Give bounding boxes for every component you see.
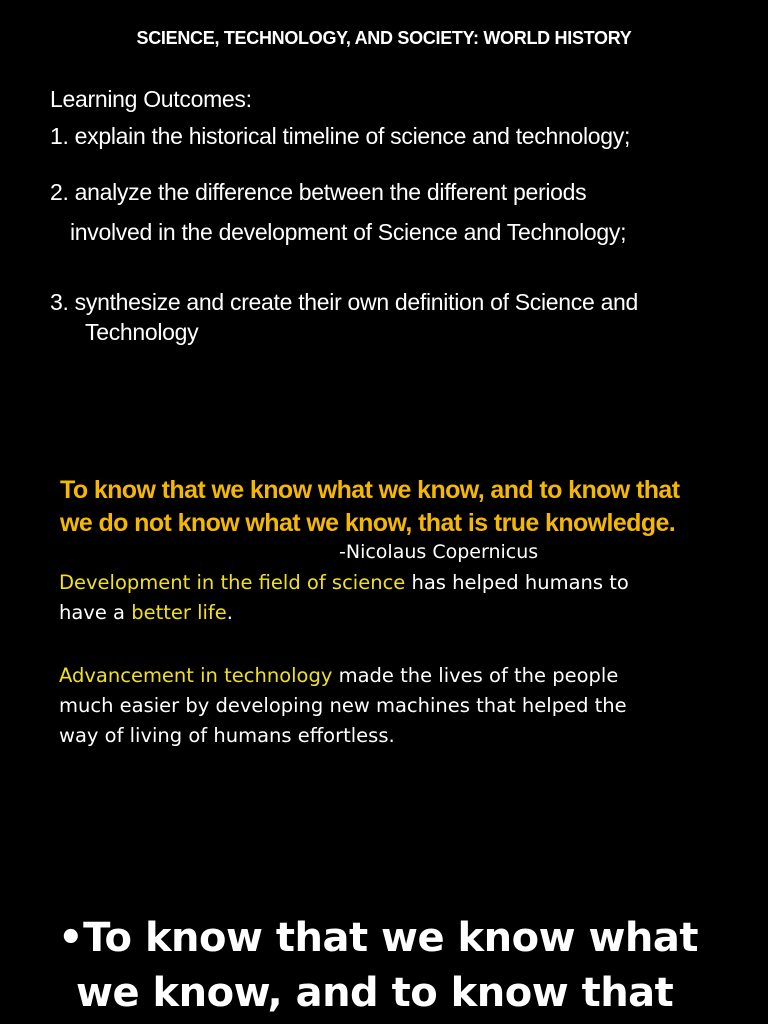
outcome-item-2-line-1: 2. analyze the difference between the different periods [50, 179, 587, 205]
bullet-quote-line-2: we know, and to know that [76, 970, 674, 1016]
paragraph-technology-line-3: way of living of humans effortless. [59, 724, 395, 747]
paragraph-technology-line-2: much easier by developing new machines that helped the [59, 694, 627, 717]
paragraph-text: made the lives of the people [332, 664, 619, 687]
outcome-item-2-line-2: involved in the development of Science and Technology; [70, 219, 627, 245]
quote-line-2: we do not know what we know, that is true knowledge. [60, 509, 676, 537]
paragraph-science-line-1 [59, 568, 629, 598]
paragraph-technology-line-1 [59, 661, 618, 691]
highlight-better-life: better life [131, 601, 227, 624]
outcome-item-3-line-1: 3. synthesize and create their own definition of Science and [50, 289, 639, 315]
quote-author: -Nicolaus Copernicus [339, 541, 539, 563]
quote-line-1: To know that we know what we know, and to know that [60, 476, 680, 504]
bullet-quote-line-1: •To know that we know what [58, 915, 699, 961]
learning-outcomes-heading: Learning Outcomes: [50, 86, 252, 112]
highlight-technology: Advancement in technology [59, 664, 333, 687]
outcome-item-1: 1. explain the historical timeline of science and technology; [50, 123, 631, 149]
paragraph-text: has helped humans to [405, 571, 629, 594]
page-title: SCIENCE, TECHNOLOGY, AND SOCIETY: WORLD HISTORY [136, 28, 632, 48]
paragraph-text: have a [59, 601, 132, 624]
paragraph-science-line-2 [59, 598, 233, 628]
outcome-item-3-line-2: Technology [85, 319, 199, 345]
paragraph-text: . [226, 601, 233, 624]
highlight-science: Development in the field of science [59, 571, 406, 594]
